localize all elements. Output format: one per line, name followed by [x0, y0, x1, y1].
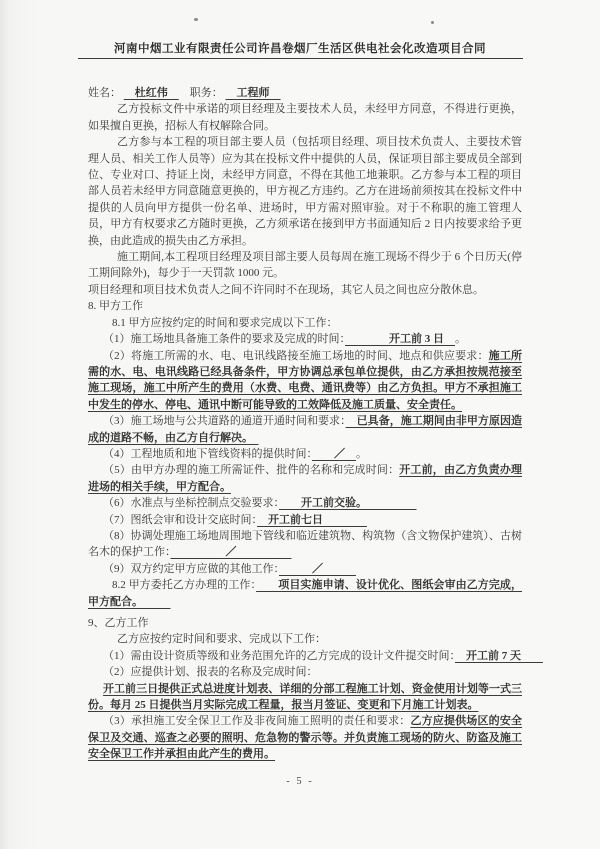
filled-in-text: ／	[170, 546, 292, 559]
section-8-heading	[88, 298, 522, 314]
filled-in-text: 开工前，由乙方负责办理进场的相关手续，甲方配合。	[88, 464, 523, 493]
text-segment: （2）将施工所需的水、电、电讯线路接至施工场地的时间、地点和供应要求：	[103, 349, 489, 362]
text-segment: 乙方参与本工程的项目部主要人员（包括项目经理、项目技术负责人、主要技术管理人员、相关工作人员等）应为其在投标文件中提供的人员，保证项目部主要成员全部到位、专业对口、持证上岗，未经甲方同意，不得在其他工地兼职。乙方参与本工程的项目部人员若未经甲方同意随意更换的，甲方视乙方违约。乙方在进场前须按其在投标文件中提供的人员向甲方提供一份名单、进场时，甲方需对照审验。对于不称职的施工管理人员，甲方有权要求乙方随时更换，乙方须承诺在接到甲方书面通知后 2 日内按要求给予更换，由此造成的损失由乙方承担。	[88, 136, 522, 247]
section-9-heading	[88, 615, 522, 631]
text-segment: 8. 甲方工作	[88, 300, 143, 313]
text-segment: 施工期间,本工程项目经理及项目部主要人员每周在施工现场不得少于 6 个日历天(停工期间除外)，每少于一天罚款 1000 元。	[88, 251, 522, 280]
filled-in-text: 已具备，施工期间由非甲方原因造成的道路不畅，由乙方自行解决。	[88, 415, 523, 444]
text-segment: （3）施工场地与公共道路的通道开通时间和要求：	[103, 415, 346, 428]
filled-in-text: ／	[279, 562, 356, 575]
text-segment: 职务：	[178, 87, 226, 99]
text-segment: 乙方投标文件中承诺的项目经理及主要技术人员，未经甲方同意，不得进行更换，如果擅自更换，招标人有权解除合同。	[88, 103, 522, 132]
clause-8-1-item-7	[88, 512, 522, 528]
text-segment: （1）施工场地具备施工条件的要求及完成的时间：	[103, 333, 345, 346]
clause-8-2	[88, 577, 522, 610]
text-segment: （2）应提供计划、报表的名称及完成时间：	[103, 666, 318, 679]
text-segment: （5）由甲方办理的施工所需证件、批件的名称和完成时间：	[103, 464, 400, 477]
text-segment: （4）工程地质和地下管线资料的提供时间：	[103, 447, 312, 460]
clause-8-1-item-2	[88, 348, 522, 414]
filled-in-text: 乙方应提供场区的安全保卫及交通、巡查之必要的照明、危急物的警示等。并负责施工现场的防火、防盗及施工安全保卫工作并承担由此产生的费用。	[88, 715, 523, 761]
text-segment: （9）双方约定甲方应做的其他工作：	[103, 562, 279, 575]
paragraph-site-attendance	[88, 249, 522, 282]
text-segment: 。	[356, 447, 367, 460]
filled-in-text: 施工所需的水、电、电讯线路已经具备条件，甲方协调总承包单位提供，由乙方承担按规范接至施工现场，施工中所产生的费用（水费、电费、通讯费等）由乙方负担。甲方不承担施工中发生的停水、停电、通讯中断可能导致的工效降低及施工质量、安全责任。	[88, 349, 523, 411]
clause-8-1-item-9	[88, 561, 522, 577]
text-segment: （7）图纸会审和设计交底时间：	[103, 513, 257, 526]
clause-8-1-item-8	[88, 528, 522, 561]
filled-in-text: 杜红伟	[123, 87, 179, 99]
clause-9-item-3	[88, 713, 522, 762]
text-segment: 9、乙方工作	[88, 617, 149, 629]
clause-8-1-item-1	[88, 331, 522, 347]
page-number: - 5 -	[286, 776, 314, 787]
text-segment: 乙方应按约定时间和要求、完成以下工作：	[117, 633, 326, 646]
clause-9-intro	[88, 631, 522, 647]
document-title: 河南中烟工业有限责任公司许昌卷烟厂生活区供电社会化改造项目合同	[114, 43, 486, 55]
filled-in-text: 开工前三日提供正式总进度计划表、详细的分部工程施工计划、资金使用计划等一式三份。每月 25 日提供当月实际完成工程量，报当月签证、变更和下月施工计划表。	[88, 682, 522, 712]
document-body	[88, 85, 543, 763]
filled-in-text: 开工前 3 日	[345, 333, 455, 346]
scan-artifact-dot	[194, 18, 198, 21]
filled-in-text: 开工前七日	[257, 513, 367, 526]
text-segment: （6）水准点与坐标控制点交验要求：	[103, 497, 279, 510]
text-segment: 。	[455, 333, 466, 346]
filled-in-text: ／	[312, 447, 356, 460]
clause-9-item-1	[88, 648, 543, 664]
title-underline-rule	[78, 58, 523, 59]
clause-9-item-2-answer	[88, 681, 522, 714]
name-title-line	[88, 85, 522, 101]
filled-in-text: 开工前 7 天	[455, 649, 543, 662]
text-segment: （8）协调处理施工场地周围地下管线和临近建筑物、构筑物（含文物保护建筑）、古树名木的保护工作：	[88, 529, 522, 559]
scan-artifact-dot	[431, 21, 434, 24]
clause-8-1-item-3	[88, 413, 522, 446]
clause-9-item-2-label	[88, 664, 522, 680]
paragraph-personnel-commitment	[88, 101, 522, 134]
text-segment: （3）承担施工安全保卫工作及非夜间施工照明的责任和要求：	[103, 715, 411, 728]
paragraph-attendance-rule	[88, 282, 522, 298]
paragraph-project-team	[88, 134, 522, 249]
text-segment: 姓名：	[88, 87, 124, 99]
clause-8-1-intro	[88, 315, 522, 331]
clause-8-1-item-4	[88, 446, 522, 462]
text-segment: 8.1 甲方应按约定的时间和要求完成以下工作：	[112, 316, 338, 329]
clause-8-1-item-6	[88, 495, 522, 511]
text-segment: 8.2 甲方委托乙方办理的工作：	[112, 579, 257, 592]
filled-in-text: 工程师	[225, 87, 281, 99]
filled-in-text: 开工前交验。	[279, 497, 417, 510]
filled-in-text: 项目实施申请、设计优化、图纸会审由乙方完成，甲方配合。	[88, 579, 523, 608]
text-segment: （1）需由设计资质等级和业务范围允许的乙方完成的设计文件提交时间：	[103, 649, 455, 662]
text-segment: 项目经理和项目技术负责人之间不许同时不在现场，其它人员之间也应分散休息。	[88, 283, 484, 296]
clause-8-1-item-5	[88, 462, 522, 495]
